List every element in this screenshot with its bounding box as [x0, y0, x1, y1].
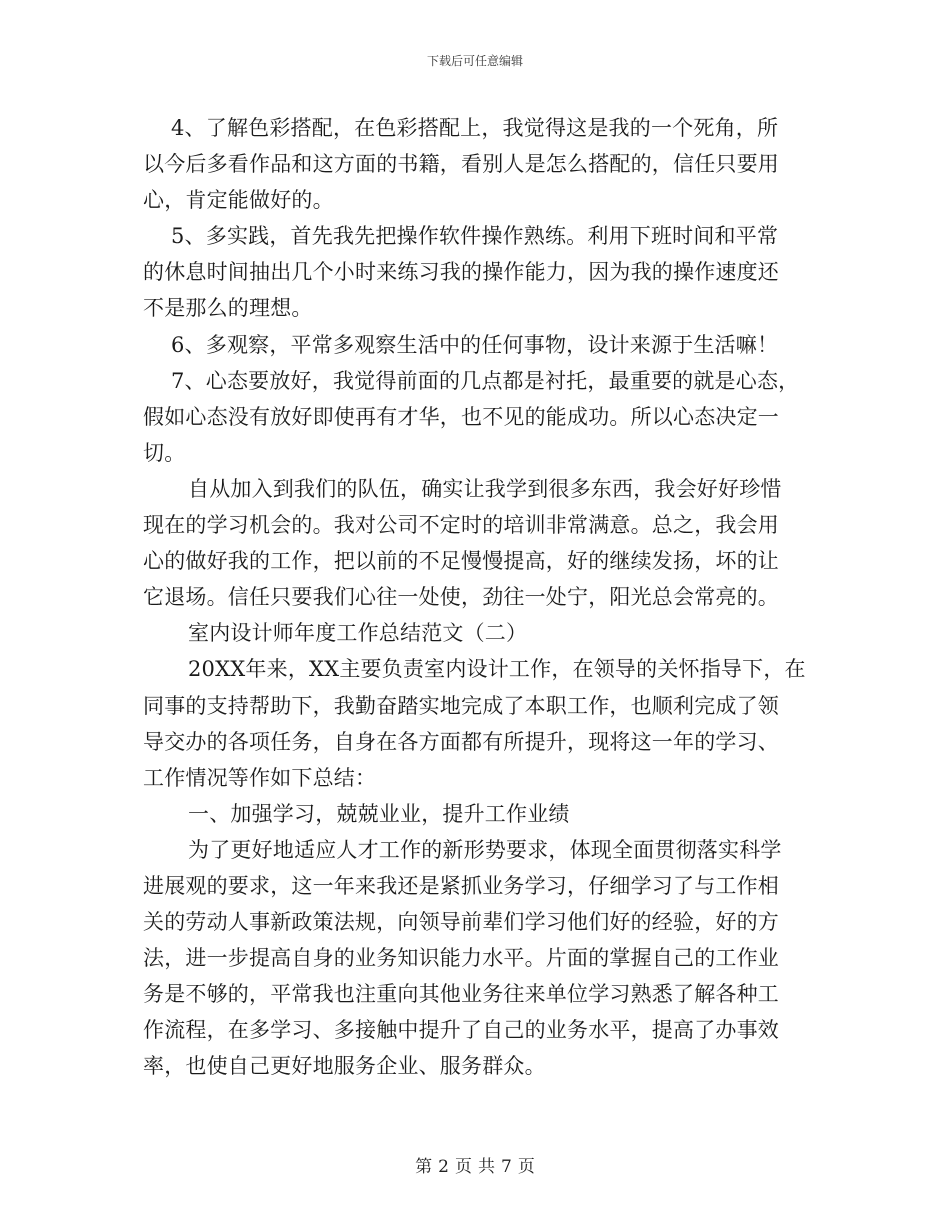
paragraph-line: 同事的支持帮助下，我勤奋踏实地完成了本职工作，也顺利完成了领 — [143, 693, 779, 718]
footer-page-word: 页 — [455, 1157, 472, 1177]
footer-total-prefix: 共 — [478, 1157, 495, 1177]
paragraph-line: 心，肯定能做好的。 — [143, 188, 334, 213]
subsection-heading: 一、加强学习，兢兢业业，提升工作业绩 — [188, 801, 570, 826]
current-page-number: 2 — [438, 1157, 449, 1177]
paragraph-line: 为了更好地适应人才工作的新形势要求，体现全面贯彻落实科学 — [188, 837, 782, 862]
section-title: 室内设计师年度工作总结范文（二） — [188, 621, 528, 646]
total-page-count: 7 — [501, 1157, 512, 1177]
paragraph-line: 现在的学习机会的。我对公司不定时的培训非常满意。总之，我会用 — [143, 513, 779, 538]
paragraph-line: 它退场。信任只要我们心往一处使，劲往一处宁，阳光总会常亮的。 — [143, 585, 779, 610]
paragraph-line: 假如心态没有放好即使再有才华，也不见的能成功。所以心态决定一 — [143, 404, 779, 429]
footer-prefix: 第 — [415, 1157, 433, 1177]
paragraph-line: 进展观的要求，这一年来我还是紧抓业务学习，仔细学习了与工作相 — [143, 873, 779, 898]
paragraph-line: 7、心态要放好，我觉得前面的几点都是衬托，最重要的就是心态， — [171, 368, 800, 393]
paragraph-line: 自从加入到我们的队伍，确实让我学到很多东西，我会好好珍惜 — [188, 476, 782, 501]
paragraph-line: 率，也使自己更好地服务企业、服务群众。 — [143, 1054, 546, 1079]
paragraph-line: 心的做好我的工作，把以前的不足慢慢提高，好的继续发扬，坏的让 — [143, 549, 779, 574]
page-header: 下载后可任意编辑 — [426, 54, 523, 68]
paragraph-line: 导交办的各项任务，自身在各方面都有所提升，现将这一年的学习、 — [143, 729, 779, 754]
paragraph-line: 关的劳动人事新政策法规，向领导前辈们学习他们好的经验，好的方 — [143, 910, 779, 935]
paragraph-line: 20XX年来，XX主要负责室内设计工作，在领导的关怀指导下，在 — [188, 657, 806, 682]
paragraph-line: 5、多实践，首先我先把操作软件操作熟练。利用下班时间和平常 — [171, 224, 779, 249]
paragraph-line: 务是不够的，平常我也注重向其他业务往来单位学习熟悉了解各种工 — [143, 982, 779, 1007]
paragraph-line: 不是那么的理想。 — [143, 296, 313, 321]
paragraph-line: 法，进一步提高自身的业务知识能力水平。片面的掌握自己的工作业 — [143, 946, 779, 971]
paragraph-line: 6、多观察，平常多观察生活中的任何事物，设计来源于生活嘛！ — [171, 332, 779, 357]
paragraph-line: 工作情况等作如下总结： — [143, 765, 377, 790]
footer-suffix: 页 — [517, 1157, 535, 1177]
paragraph-line: 切。 — [143, 440, 186, 465]
body-text — [143, 110, 823, 1085]
paragraph-line: 作流程，在多学习、多接触中提升了自己的业务水平，提高了办事效 — [143, 1018, 779, 1043]
paragraph-line: 4、了解色彩搭配，在色彩搭配上，我觉得这是我的一个死角，所 — [171, 116, 779, 140]
paragraph-line: 以今后多看作品和这方面的书籍，看别人是怎么搭配的，信任只要用 — [143, 152, 779, 177]
page-footer — [0, 1152, 950, 1177]
paragraph-line: 的休息时间抽出几个小时来练习我的操作能力，因为我的操作速度还 — [143, 260, 779, 285]
